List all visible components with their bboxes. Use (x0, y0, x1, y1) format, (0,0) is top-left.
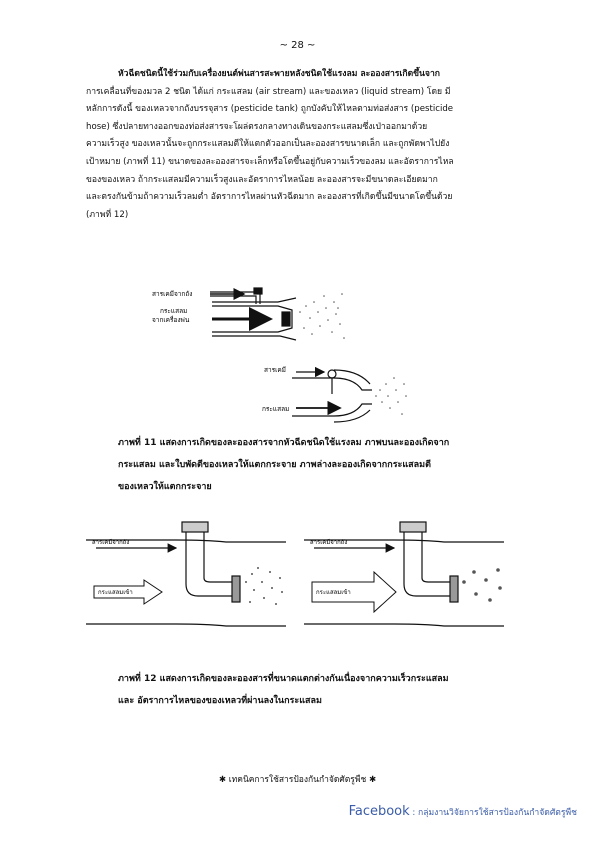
body-line-7: ของของเหลว ถ้ากระแสลมมีความเร็วสูงและอัตราการไหลน้อย ละอองสารจะมีขนาดละเอียดมาก (86, 174, 438, 185)
figure-11-bottom-diagram (262, 356, 412, 424)
fig12-right-chemical-label: สารเคมีจากถัง (310, 539, 348, 546)
body-paragraph (86, 66, 516, 224)
caption12-line-1: ภาพที่ 12 แสดงการเกิดของละอองสารที่ขนาดแตกต่างกันเนื่องจากความเร็วกระแสลม (118, 674, 449, 684)
fig11-top-air-label-2: จากเครื่องพ่น (152, 316, 190, 324)
figure-12-right-diagram (304, 512, 514, 642)
nozzle-tube (292, 370, 372, 422)
body-line-6: เป้าหมาย (ภาพที่ 11) ขนาดของละอองสารจะเล็กหรือโตขึ้นอยู่กับความเร็วของลม และอัตราการไหล (86, 156, 454, 167)
body-line-3: หลักการดังนี้ ของเหลวจากถังบรรจุสาร (pesticide tank) ถูกบังคับให้ไหลตามท่อส่งสาร (pesticide (86, 104, 454, 115)
caption12-line-2: และ อัตราการไหลของของเหลวที่ผ่านลงในกระแสลม (118, 696, 322, 706)
facebook-credit (349, 804, 577, 819)
spray-droplets (245, 567, 283, 605)
caption11-line-1: ภาพที่ 11 แสดงการเกิดของละอองสารจากหัวฉีดชนิดใช้แรงลม ภาพบนละอองเกิดจาก (118, 438, 450, 448)
fig12-left-chemical-label: สารเคมีจากถัง (92, 539, 130, 546)
footer-note: ✱ เทคนิคการใช้สารป้องกันกำจัดศัตรูพืช ✱ (218, 775, 377, 785)
body-line-2: การเคลื่อนที่ของมวล 2 ชนิด ได้แก่ กระแสลม (air stream) และของเหลว (liquid stream) โดย มี (86, 86, 451, 97)
body-line-1: หัวฉีดชนิดนี้ใช้ร่วมกับเครื่องยนต์พ่นสารสะพายหลังชนิดใช้แรงลม ละอองสารเกิดขึ้นจาก (118, 69, 440, 79)
spray-droplets (299, 293, 345, 339)
body-line-5: ความเร็วสูง ของเหลวนั้นจะถูกกระแสลมตีให้แตกตัวออกเป็นละอองสารขนาดเล็ก และถูกพัดพาไปยัง (86, 139, 450, 150)
body-line-8: และตรงกันข้ามถ้าความเร็วลมต่ำ อัตราการไหลผ่านหัวฉีดมาก ละอองสารที่เกิดขึ้นมีขนาดโตขึ้นด้วย (86, 192, 453, 203)
figure-11-top-diagram (150, 282, 350, 350)
facebook-word: Facebook (348, 804, 410, 819)
caption11-line-2: กระแสลม และใบพัดตีของเหลวให้แตกกระจาย ภาพล่างละอองเกิดจากกระแสลมตี (118, 460, 431, 470)
page-number: ~ 28 ~ (279, 40, 316, 51)
facebook-group-name: : กลุ่มงานวิจัยการใช้สารป้องกันกำจัดศัตรูพืช (409, 808, 577, 818)
fig11-bottom-air-label: กระแสลม (262, 405, 290, 413)
body-line-4: hose) ซึ่งปลายทางออกของท่อส่งสารจะโผล่ตรงกลางทางเดินของกระแสลมซึ่งเป่าออกมาด้วย (86, 121, 428, 132)
caption-figure-12 (118, 668, 449, 712)
caption11-line-3: ของเหลวให้แตกกระจาย (118, 482, 212, 492)
caption-figure-11 (118, 432, 449, 498)
fig11-bottom-chemical-label: สารเคมี (264, 366, 286, 374)
spray-droplets (375, 377, 407, 415)
duct (304, 522, 504, 626)
body-line-9: (ภาพที่ 12) (86, 209, 129, 220)
nozzle-body (210, 288, 296, 340)
fig11-top-air-label: กระแสลม (160, 307, 188, 315)
spray-droplets (462, 568, 502, 602)
fig12-right-air-label: กระแสลมเข้า (316, 589, 351, 596)
fig11-top-chemical-label: สารเคมีจากถัง (152, 290, 193, 298)
fig12-left-air-label: กระแสลมเข้า (98, 589, 133, 596)
figure-12-left-diagram (86, 512, 296, 642)
duct (86, 522, 286, 626)
